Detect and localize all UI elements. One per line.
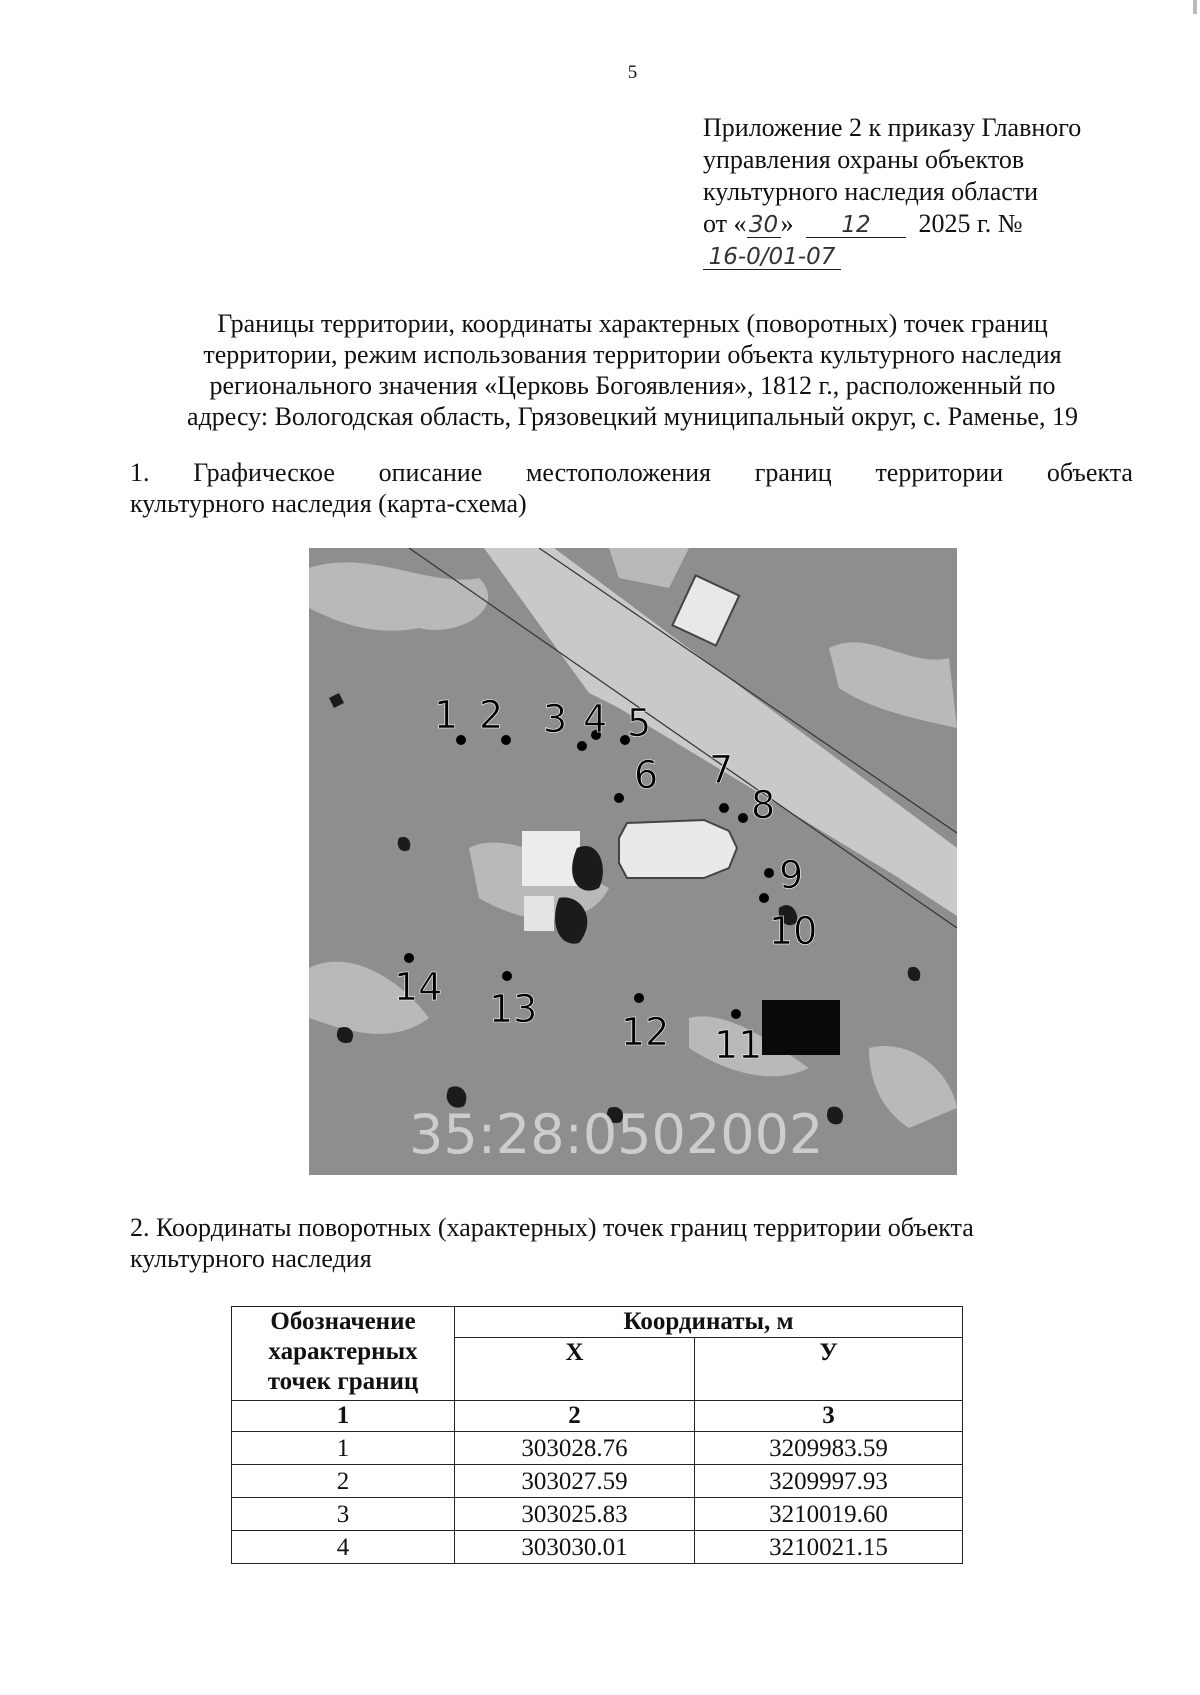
title-line-2: территории, режим использования территории объекта культурного наследия	[203, 340, 1062, 369]
point-label-12: 12	[621, 1010, 670, 1054]
point-label-13: 13	[489, 987, 538, 1031]
point-label-1: 1	[434, 693, 459, 737]
section-1-word: описание	[378, 458, 483, 487]
section-1-word: территории	[875, 458, 1004, 487]
dark-building	[762, 1000, 840, 1055]
table-row	[232, 1531, 963, 1564]
point-id: 1	[232, 1432, 455, 1465]
date-mid: »	[780, 209, 794, 238]
coordinate-x: 303025.83	[455, 1498, 695, 1531]
point-label-8: 8	[751, 783, 776, 827]
appendix-line-1: Приложение 2 к приказу Главного	[703, 113, 1082, 142]
header-coordinates: Координаты, м	[455, 1307, 963, 1338]
coordinate-y: 3210019.60	[695, 1498, 963, 1531]
church-building	[619, 820, 737, 878]
coordinate-y: 3209997.93	[695, 1465, 963, 1498]
column-number: 1	[232, 1401, 455, 1432]
document-title	[130, 308, 1135, 432]
building-left	[522, 831, 580, 886]
section-2-line-1: 2. Координаты поворотных (характерных) точек границ территории объекта	[130, 1213, 974, 1242]
section-1-word: 1.	[130, 458, 150, 487]
appendix-date-line	[703, 208, 1143, 272]
point-label-7: 7	[709, 748, 734, 792]
appendix-header	[703, 112, 1143, 272]
date-month: 12	[806, 213, 906, 238]
header-line: точек границ	[267, 1368, 419, 1395]
coordinates-table	[231, 1306, 963, 1564]
section-1-line-1	[130, 457, 1133, 488]
table-row	[232, 1432, 963, 1465]
coordinate-x: 303028.76	[455, 1432, 695, 1465]
column-number: 3	[695, 1401, 963, 1432]
table-column-numbers-row	[232, 1401, 963, 1432]
date-year: 2025 г. №	[918, 209, 1023, 238]
column-number: 2	[455, 1401, 695, 1432]
table-row	[232, 1498, 963, 1531]
point-id: 4	[232, 1531, 455, 1564]
point-label-3: 3	[543, 697, 568, 741]
section-1-heading	[130, 457, 1133, 519]
coordinate-x: 303030.01	[455, 1531, 695, 1564]
header-x: X	[455, 1338, 695, 1401]
appendix-line-2: управления охраны объектов	[703, 145, 1025, 174]
date-prefix: от «	[703, 209, 747, 238]
date-day: 30	[747, 213, 781, 238]
title-line-3: регионального значения «Церковь Богоявления», 1812 г., расположенный по	[209, 371, 1056, 400]
table-row	[232, 1465, 963, 1498]
order-number: 16-0/01-07	[703, 245, 841, 270]
section-1-word: границ	[754, 458, 832, 487]
section-1-word: объекта	[1046, 458, 1133, 487]
page-number: 5	[627, 62, 638, 83]
point-id: 3	[232, 1498, 455, 1531]
coordinate-y: 3210021.15	[695, 1531, 963, 1564]
cadastral-number-label: 35:28:0502002	[409, 1103, 824, 1166]
scan-artifact	[1193, 0, 1197, 14]
section-2-line-2: культурного наследия	[130, 1244, 372, 1273]
point-label-4: 4	[583, 697, 608, 741]
coordinate-y: 3209983.59	[695, 1432, 963, 1465]
coordinate-x: 303027.59	[455, 1465, 695, 1498]
table-header-row	[232, 1307, 963, 1338]
section-2-heading	[130, 1212, 1133, 1274]
map-image	[309, 548, 957, 1175]
title-line-1: Границы территории, координаты характерных (поворотных) точек границ	[217, 309, 1048, 338]
header-line: Обозначение	[270, 1308, 416, 1335]
section-1-word: местоположения	[525, 458, 712, 487]
building-left-small	[524, 896, 554, 931]
map-scheme	[309, 548, 957, 1175]
point-label-11: 11	[714, 1023, 763, 1067]
title-line-4: адресу: Вологодская область, Грязовецкий муниципальный округ, с. Раменье, 19	[187, 402, 1078, 431]
header-line: характерных	[268, 1338, 418, 1365]
point-label-14: 14	[394, 965, 443, 1009]
point-label-2: 2	[479, 693, 504, 737]
header-point-designation	[232, 1307, 455, 1401]
section-1-word: Графическое	[193, 458, 335, 487]
point-label-5: 5	[627, 701, 652, 745]
section-1-line-2: культурного наследия (карта-схема)	[130, 489, 527, 518]
point-id: 2	[232, 1465, 455, 1498]
point-label-10: 10	[769, 909, 818, 953]
point-label-6: 6	[634, 753, 659, 797]
point-label-9: 9	[779, 853, 804, 897]
appendix-line-3: культурного наследия области	[703, 177, 1039, 206]
header-y: У	[695, 1338, 963, 1401]
